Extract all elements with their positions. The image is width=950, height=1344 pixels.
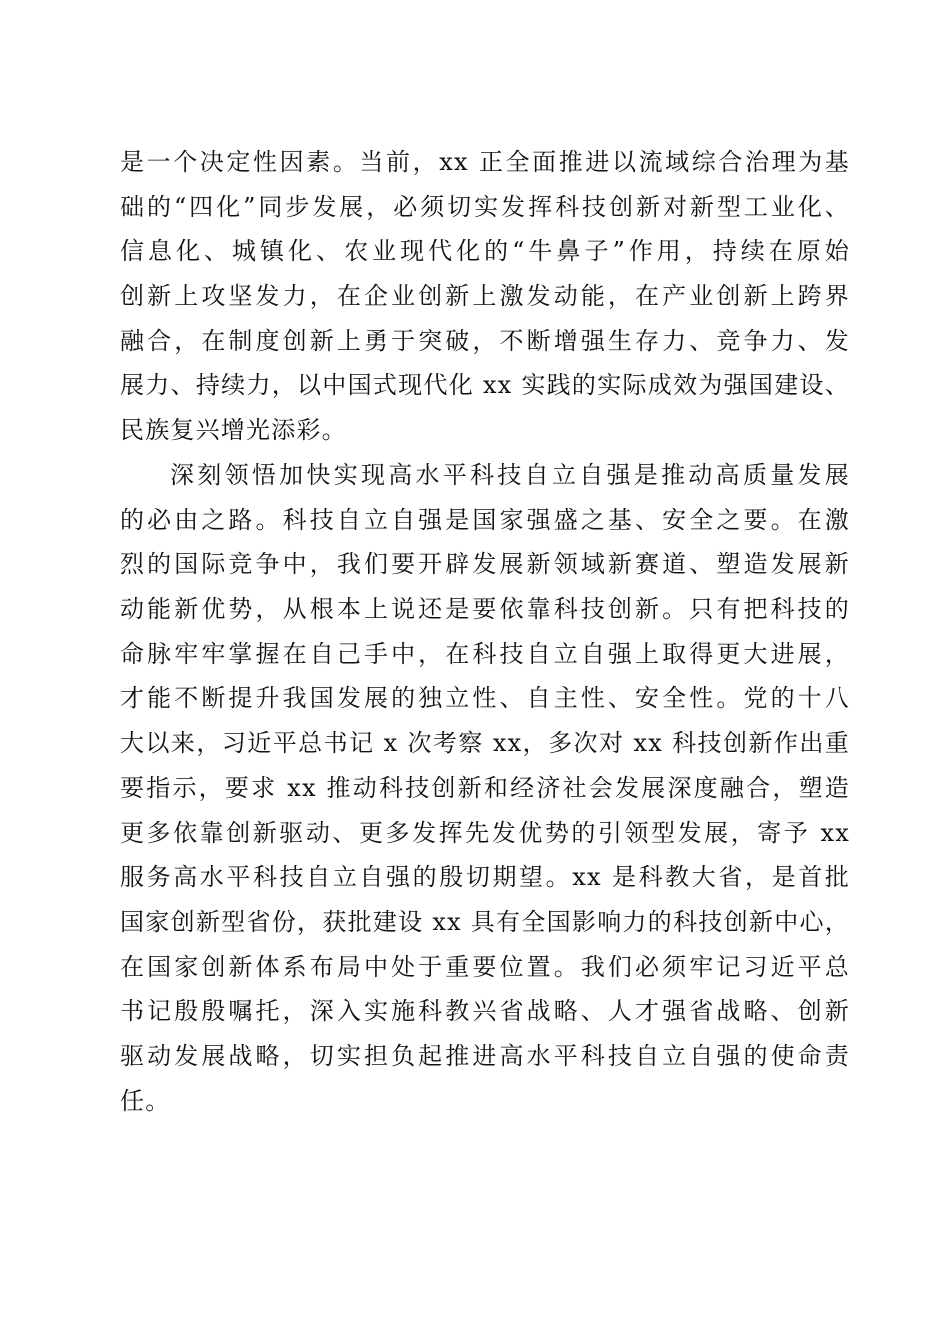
paragraph-line: 才能不断提升我国发展的独立性、自主性、安全性。党的十八 [120, 684, 850, 713]
paragraph-line: 命脉牢牢掌握在自己手中，在科技自立自强上取得更大进展， [120, 639, 850, 668]
paragraph-line: 融合，在制度创新上勇于突破，不断增强生存力、竞争力、发 [120, 326, 850, 355]
paragraph-line: 动能新优势，从根本上说还是要依靠科技创新。只有把科技的 [120, 595, 850, 624]
paragraph-line: 要指示，要求 xx 推动科技创新和经济社会发展深度融合，塑造 [120, 773, 850, 802]
paragraph-line: 础的“四化”同步发展，必须切实发挥科技创新对新型工业化、 [120, 192, 850, 221]
paragraph-line: 的必由之路。科技自立自强是国家强盛之基、安全之要。在激 [120, 505, 850, 534]
paragraph-line: 信息化、城镇化、农业现代化的“牛鼻子”作用，持续在原始 [120, 237, 850, 266]
paragraph-line: 创新上攻坚发力，在企业创新上激发动能，在产业创新上跨界 [120, 282, 850, 311]
paragraph-line: 驱动发展战略，切实担负起推进高水平科技自立自强的使命责 [120, 1041, 850, 1070]
paragraph-line: 国家创新型省份，获批建设 xx 具有全国影响力的科技创新中心， [120, 907, 850, 936]
paragraph-1 [120, 140, 850, 453]
paragraph-line: 深刻领悟加快实现高水平科技自立自强是推动高质量发展 [170, 461, 850, 489]
paragraph-line: 是一个决定性因素。当前，xx 正全面推进以流域综合治理为基 [120, 148, 850, 176]
paragraph-line: 任。 [120, 1086, 171, 1115]
paragraph-line: 烈的国际竞争中，我们要开辟发展新领域新赛道、塑造发展新 [120, 550, 850, 579]
paragraph-line: 展力、持续力，以中国式现代化 xx 实践的实际成效为强国建设、 [120, 371, 850, 400]
paragraph-line: 在国家创新体系布局中处于重要位置。我们必须牢记习近平总 [120, 952, 850, 981]
paragraph-line: 民族复兴增光添彩。 [120, 416, 347, 445]
paragraph-line: 服务高水平科技自立自强的殷切期望。xx 是科教大省，是首批 [120, 863, 850, 892]
paragraph-2 [120, 453, 850, 1123]
paragraph-line: 更多依靠创新驱动、更多发挥先发优势的引领型发展，寄予 xx [120, 818, 850, 847]
paragraph-line: 书记殷殷嘱托，深入实施科教兴省战略、人才强省战略、创新 [120, 997, 850, 1026]
paragraph-line: 大以来，习近平总书记 x 次考察 xx，多次对 xx 科技创新作出重 [120, 729, 850, 758]
